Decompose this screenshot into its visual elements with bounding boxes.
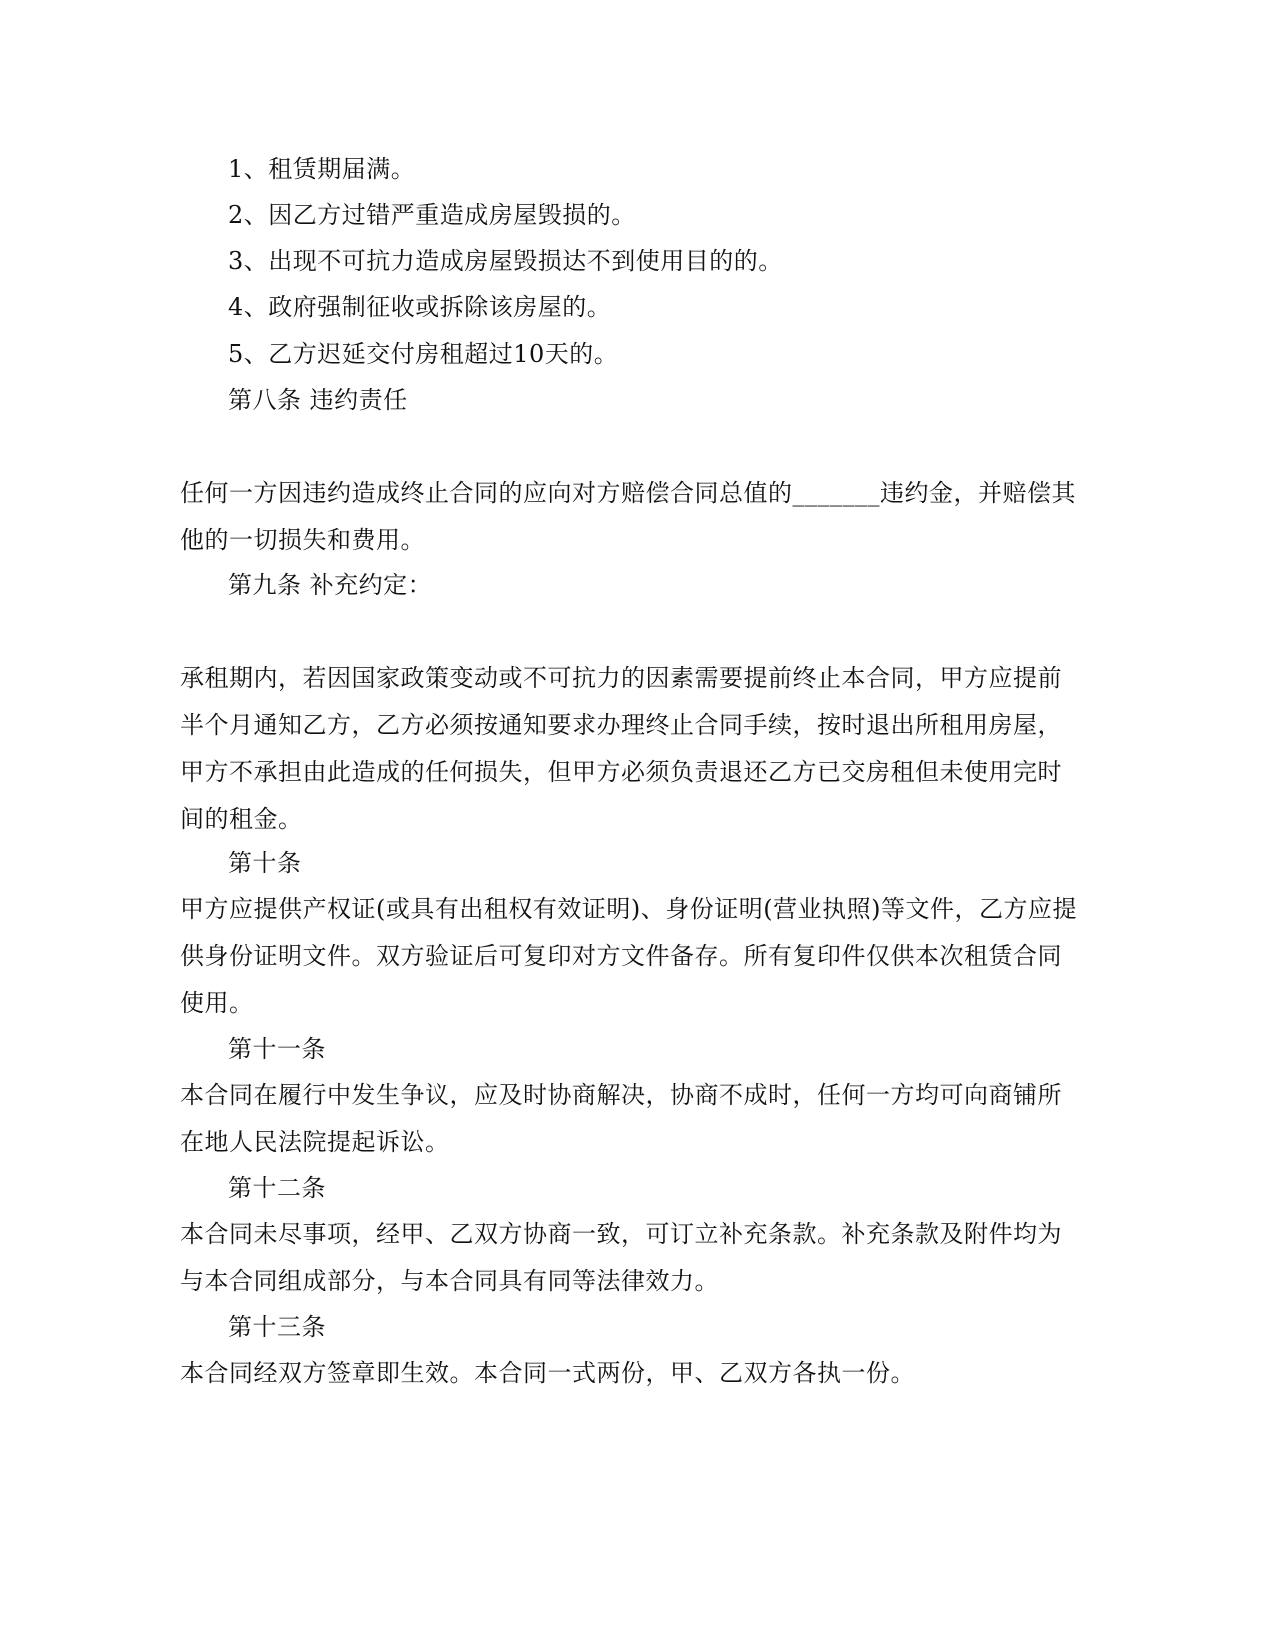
article-9-body: 承租期内，若因国家政策变动或不可抗力的因素需要提前终止本合同，甲方应提前半个月通知乙方，乙方必须按通知要求办理终止合同手续，按时退出所租用房屋，甲方不承担由此造成的任何损失，但甲方必须负责退还乙方已交房租但未使用完时间的租金。 <box>180 664 1062 833</box>
article-11-body: 本合同在履行中发生争议，应及时协商解决，协商不成时，任何一方均可向商铺所在地人民法院提起诉讼。 <box>180 1081 1062 1156</box>
article-11-heading: 第十一条 <box>228 1035 326 1063</box>
article-10-heading: 第十条 <box>228 849 302 877</box>
termination-item-2: 2、因乙方过错严重造成房屋毁损的。 <box>228 201 636 229</box>
article-12-heading: 第十二条 <box>228 1174 326 1202</box>
article-9-heading: 第九条 补充约定： <box>228 571 433 599</box>
termination-item-1: 1、租赁期届满。 <box>228 155 416 183</box>
termination-item-3: 3、出现不可抗力造成房屋毁损达不到使用目的的。 <box>228 247 783 275</box>
article-10-body: 甲方应提供产权证(或具有出租权有效证明)、身份证明(营业执照)等文件，乙方应提供身份证明文件。双方验证后可复印对方文件备存。所有复印件仅供本次租赁合同使用。 <box>180 895 1077 1017</box>
article-8-body: 任何一方因违约造成终止合同的应向对方赔偿合同总值的_______违约金，并赔偿其他的一切损失和费用。 <box>180 479 1076 554</box>
article-8-heading: 第八条 违约责任 <box>228 386 408 414</box>
article-13-heading: 第十三条 <box>228 1313 326 1341</box>
termination-item-5: 5、乙方迟延交付房租超过10天的。 <box>228 340 619 368</box>
article-12-body: 本合同未尽事项，经甲、乙双方协商一致，可订立补充条款。补充条款及附件均为与本合同组成部分，与本合同具有同等法律效力。 <box>180 1220 1062 1295</box>
termination-item-4: 4、政府强制征收或拆除该房屋的。 <box>228 293 612 321</box>
article-13-body: 本合同经双方签章即生效。本合同一式两份，甲、乙双方各执一份。 <box>180 1359 915 1387</box>
